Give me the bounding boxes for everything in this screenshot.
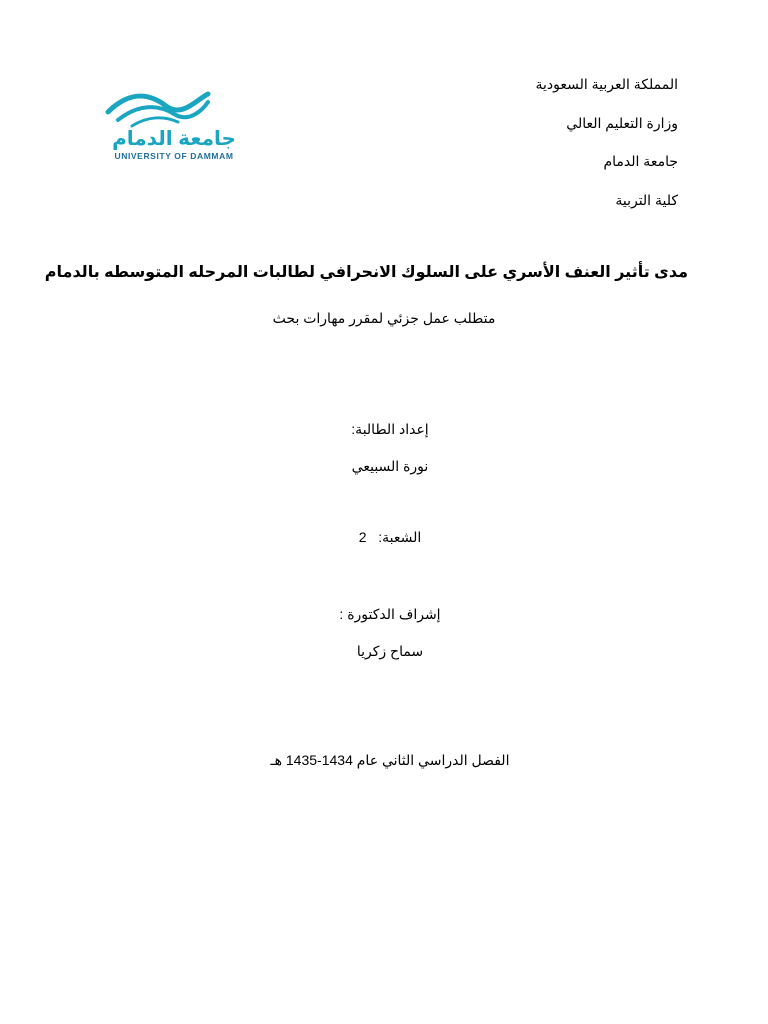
header-line-ministry: وزارة التعليم العالي xyxy=(566,114,678,131)
prepared-by-label: إعداد الطالبة: xyxy=(351,421,429,437)
institution-header xyxy=(358,72,678,226)
supervisor-name: سماح زكريا xyxy=(356,643,424,659)
logo-arabic-text: جامعة الدمام xyxy=(112,128,236,150)
section-row xyxy=(200,529,580,546)
semester-line: الفصل الدراسي الثاني عام 1434-1435 هـ xyxy=(270,752,510,768)
header-line-university: جامعة الدمام xyxy=(603,153,678,169)
section-value: 2 xyxy=(358,529,367,545)
student-name: نورة السبيعي xyxy=(351,458,429,474)
section-label: الشعبة: xyxy=(378,529,422,545)
header-line-kingdom: المملكة العربية السعودية xyxy=(535,76,678,92)
waves-logo-icon xyxy=(104,86,244,128)
supervisor-label: إشراف الدكتورة : xyxy=(339,606,441,622)
document-subtitle: متطلب عمل جزئي لمقرر مهارات بحث xyxy=(272,310,496,326)
document-title: مدى تأثير العنف الأسري على السلوك الانحرافي لطالبات المرحله المتوسطه بالدمام xyxy=(44,264,688,281)
university-logo xyxy=(104,86,244,166)
logo-english-text: UNIVERSITY OF DAMMAM xyxy=(114,151,234,161)
header-line-college: كلية التربية xyxy=(615,191,678,208)
